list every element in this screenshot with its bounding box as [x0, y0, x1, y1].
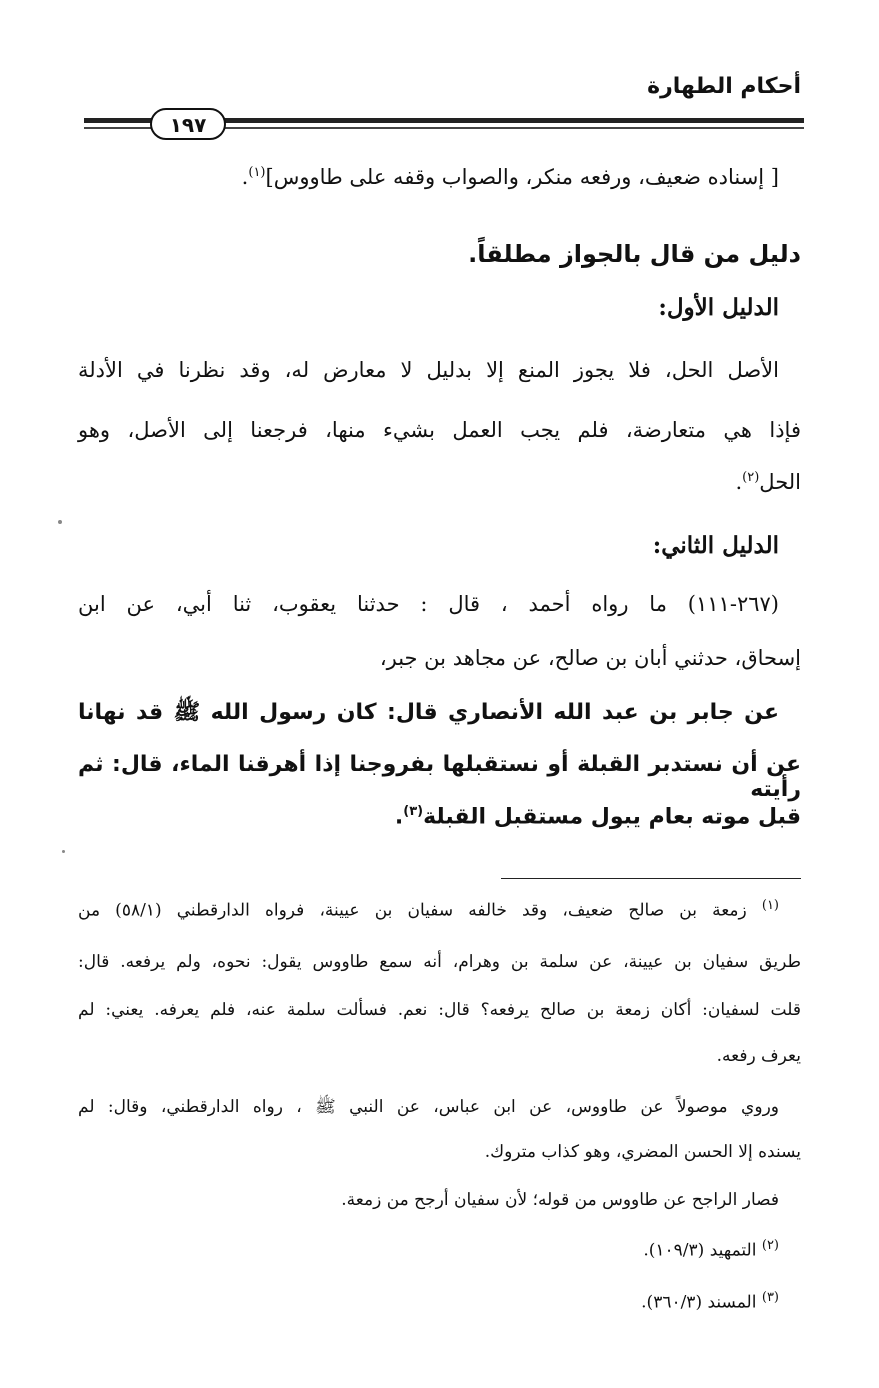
para1-line2: فإذا هي متعارضة، فلم يجب العمل بشيء منها، فرجعنا إلى الأصل، وهو — [78, 418, 801, 442]
para1-line1: الأصل الحل، فلا يجوز المنع إلا بدليل لا معارض له، وقد نظرنا في الأدلة — [78, 358, 779, 382]
isnad-verdict-line: [ إسناده ضعيف، ورفعه منكر، والصواب وقفه على طاووس]$^{(١)}$. — [241, 165, 779, 189]
footnote-1-para2-line1: وروي موصولاً عن طاووس، عن ابن عباس، عن النبي ﷺ ، رواه الدارقطني، وقال: لم — [78, 1097, 779, 1117]
para1-line3-text: الحل — [759, 470, 801, 494]
footnote-3 — [641, 1290, 779, 1313]
footnote-3-text: المسند (٣٦٠/٣). — [641, 1292, 757, 1313]
footnote-2 — [643, 1238, 779, 1261]
second-evidence-title: الدليل الثاني: — [652, 532, 779, 559]
first-evidence-title: الدليل الأول: — [658, 294, 779, 321]
footnote-1-line1 — [78, 898, 779, 921]
footnote-1-para3: فصار الراجح عن طاووس من قوله؛ لأن سفيان أرجح من زمعة. — [341, 1190, 779, 1210]
footnote-1-line2: طريق سفيان بن عيينة، عن سلمة بن وهرام، أنه سمع طاووس يقول: نحوه، ولم يرفعه. قال: — [78, 952, 801, 972]
hadith-line1: عن جابر بن عبد الله الأنصاري قال: كان رسول الله ﷺ قد نهانا — [78, 700, 779, 725]
footnote-separator — [501, 878, 801, 879]
page-number-badge: ١٩٧ — [150, 108, 226, 140]
footnote-2-marker: (٢) — [761, 1238, 779, 1253]
para2-line1: (٢٦٧-١١١) ما رواه أحمد ، قال : حدثنا يعقوب، ثنا أبي، عن ابن — [78, 592, 779, 616]
footnote-ref-2: (٢) — [742, 470, 760, 485]
hadith-line3-text: قبل موته بعام يبول مستقبل القبلة — [423, 804, 801, 830]
footnote-ref-3: (٣) — [403, 804, 424, 819]
footnote-2-text: التمهيد (١٠٩/٣). — [643, 1240, 757, 1261]
footnote-1-line4: يعرف رفعه. — [716, 1046, 801, 1066]
footnote-1-line3: قلت لسفيان: أكان زمعة بن صالح يرفعه؟ قال: نعم. فسألت سلمة عنه، فلم يعرفه. يعني: لم — [78, 1000, 801, 1020]
footnote-1-para2-line2: يسنده إلا الحسن المضري، وهو كذاب متروك. — [484, 1142, 801, 1162]
footnote-1-line1-text: زمعة بن صالح ضعيف، وقد خالفه سفيان بن عيينة، فرواه الدارقطني (٥٨/١) من — [78, 900, 747, 921]
section-heading: دليل من قال بالجواز مطلقاً. — [468, 240, 801, 268]
scan-speck — [58, 520, 62, 524]
para2-line2: إسحاق، حدثني أبان بن صالح، عن مجاهد بن جبر، — [379, 646, 801, 670]
scan-speck — [62, 850, 65, 853]
hadith-line2: عن أن نستدبر القبلة أو نستقبلها بفروجنا إذا أهرقنا الماء، قال: ثم رأيته — [78, 752, 801, 802]
isnad-verdict-text: [ إسناده ضعيف، ورفعه منكر، والصواب وقفه على طاووس] — [265, 165, 779, 189]
footnote-3-marker: (٣) — [761, 1290, 779, 1305]
footnote-1-marker: (١) — [761, 898, 779, 913]
hadith-line3: قبل موته بعام يبول مستقبل القبلة$^{(٣)}$. — [394, 804, 801, 830]
footnote-ref-1: (١) — [248, 165, 266, 180]
running-title: أحكام الطهارة — [647, 74, 801, 99]
para1-line3: الحل$^{(٢)}$. — [735, 470, 801, 494]
